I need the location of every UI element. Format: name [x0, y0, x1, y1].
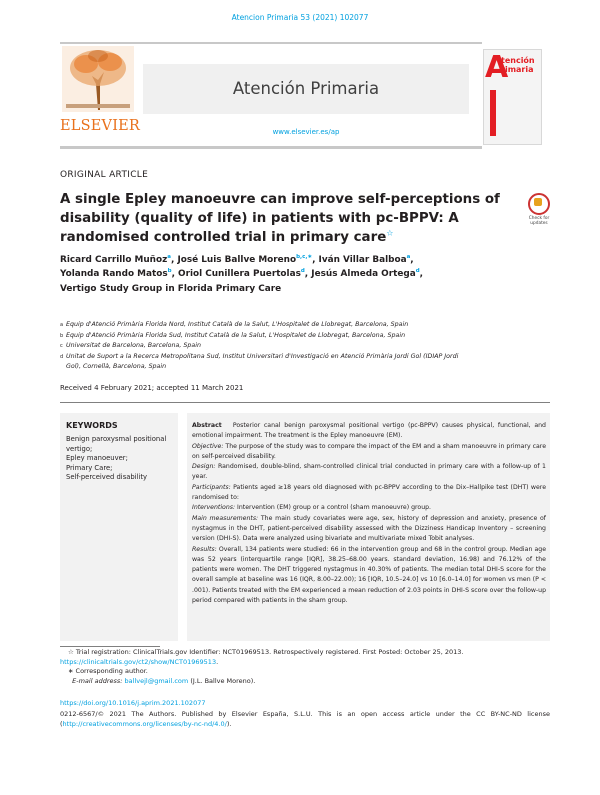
corr-marker: ∗ [68, 667, 74, 676]
abstract-interventions [192, 503, 546, 513]
affiliation-text-cont: Gol), Cornellà, Barcelona, Spain [66, 363, 167, 371]
abstract-label: Abstract [192, 422, 222, 429]
cover-title-line1: tención [501, 56, 535, 65]
author-affiliation[interactable]: a [406, 254, 411, 261]
license-link[interactable]: http://creativecommons.org/licenses/by-nc-nd/4.0/ [62, 719, 227, 728]
keyword-item: Self-perceived disability [66, 473, 148, 481]
author-line-2: Yolanda Rando Matos$^b$, Oriol Cunillera Puertolas$^d$, Jesús Almeda Ortega$^d$, [60, 268, 424, 280]
affiliation-text: Equip d'Atenció Primària Florida Sud, Institut Català de la Salut, L'Hospitalet de Llobregat, Barcelona, Spain [66, 331, 406, 339]
affiliation-text: Universitat de Barcelona, Barcelona, Spain [66, 342, 201, 350]
affiliation-text: Equip d'Atenció Primària Florida Nord, Institut Català de la Salut, L'Hospitalet de Llobregat, Barcelona, Spain [66, 321, 409, 328]
affiliation-item [60, 320, 550, 331]
objective-text: The purpose of the study was to compare the impact of the EM and a sham manoeuvre in primary care on self-perceived disability. [192, 442, 546, 460]
affiliation-item [60, 341, 550, 352]
email-footnote [60, 677, 550, 687]
keyword-item: Epley manoeuver; [66, 454, 128, 462]
abstract-design [192, 462, 546, 483]
author-affiliation[interactable]: b,c,∗ [296, 254, 313, 261]
author-list [60, 253, 530, 296]
cover-red-bar [490, 90, 496, 136]
section-label: ORIGINAL ARTICLE [60, 170, 149, 180]
keyword-item: Primary Care; [66, 463, 113, 472]
measurements-text: The main study covariates were age, sex, history of depression and anxiety, presence of nystagmus in the DHT, patient-perceived disability assessed with the Dizziness Handicap Inventory – screening version (DHI-S). Data were analyzed using bivariate and multivariate mixed Tobit analyses. [192, 514, 546, 543]
affiliation-letter: d [60, 353, 64, 360]
cover-letter: A [485, 50, 509, 85]
author-name: Yolanda Rando Matos [60, 269, 168, 280]
author-name: José Luis Ballve Moreno [177, 255, 297, 265]
article-title [60, 190, 510, 247]
cover-title-line2: rimaria [501, 65, 534, 74]
check-updates-label: Check for updates [528, 216, 550, 226]
abstract-body [192, 421, 546, 606]
trial-footnote [60, 648, 550, 658]
doi-link[interactable]: https://doi.org/10.1016/j.aprim.2021.102077 [60, 699, 206, 707]
abstract-results [192, 545, 546, 607]
author-name: Oriol Cunillera Puertolas [178, 269, 301, 280]
footnote-rule [60, 646, 160, 647]
affiliation-item [60, 352, 550, 363]
author-line-1: Ricard Carrillo Muñoz$^a$, José Luis Ballve Moreno$^{b,c,∗}$, Iván Villar Balboa$^a$, [60, 254, 414, 265]
elsevier-wordmark: ELSEVIER [60, 118, 141, 134]
email-link[interactable]: ballvejl@gmail.com [124, 676, 189, 685]
interventions-text: Intervention (EM) group or a control (sham manoeuvre) group. [237, 504, 432, 512]
affiliation-letter: b [60, 332, 64, 339]
check-updates-icon [528, 193, 550, 215]
abstract-intro-text: Posterior canal benign paroxysmal positional vertigo (pc-BPPV) causes physical, functional, and emotional impairment. The treatment is the Epley manoeuvre (EM). [192, 422, 546, 440]
license-end: ). [226, 719, 232, 728]
author-name: Ricard Carrillo Muñoz [60, 255, 168, 265]
journal-cover-thumbnail [483, 49, 542, 145]
trial-link[interactable]: https://clinicaltrials.gov/ct2/show/NCT01969513 [60, 657, 217, 666]
email-owner: (J.L. Ballve Moreno). [190, 676, 256, 685]
abstract-panel [187, 413, 550, 641]
keyword-item: Benign paroxysmal positional vertigo; [66, 435, 167, 453]
divider [60, 402, 550, 403]
abstract-intro [192, 421, 546, 442]
trial-link-line: https://clinicaltrials.gov/ct2/show/NCT01969513. [60, 657, 219, 666]
author-group: Vertigo Study Group in Florida Primary Care [60, 283, 282, 294]
author-affiliation[interactable]: d [415, 268, 420, 275]
abstract-objective [192, 442, 546, 463]
header-top-rule [60, 42, 482, 44]
email-label: E-mail address: [72, 676, 123, 685]
design-text: Randomised, double-blind, sham-controlled clinical trial conducted in primary care with a follow-up of 1 year. [192, 463, 546, 481]
elsevier-tree-icon [62, 46, 134, 112]
author-affiliation[interactable]: d [300, 268, 305, 275]
author-name: Jesús Almeda Ortega [311, 269, 416, 280]
affiliation-letter: c [60, 343, 63, 350]
trial-text: Trial registration: ClinicalTrials.gov Identifier: NCT01969513. Retrospectively registered. First Posted: October 25, 2013. [75, 648, 464, 656]
journal-title-box [143, 64, 469, 114]
interventions-label: Interventions: [192, 504, 236, 512]
results-label: Results: [192, 545, 217, 553]
license-body: 0212-6567/© 2021 The Authors. Published by Elsevier España, S.L.U. This is an open access article under the CC BY-NC-ND license ( [60, 710, 550, 728]
trial-marker: ☆ [68, 648, 74, 656]
keywords-heading: KEYWORDS [66, 421, 118, 430]
article-title-text: A single Epley manoeuvre can improve self-perceptions of disability (quality of life) in patients with pc-BPPV: A randomised controlled trial in primary care [60, 192, 500, 245]
abstract-measurements [192, 514, 546, 545]
affiliation-letter: a [60, 322, 64, 328]
footnotes [60, 648, 550, 686]
corresponding-footnote [60, 667, 550, 677]
affiliation-text: Unitat de Suport a la Recerca Metropolitana Sud, Institut Universitari d'Investigació en Atenció Primària Jordi Gol (IDIAP Jordi [66, 352, 459, 360]
article-dates: Received 4 February 2021; accepted 11 March 2021 [60, 384, 244, 392]
cover-title [501, 56, 535, 74]
license-text [60, 710, 550, 729]
participants-label: Participants: [192, 483, 231, 491]
header-bottom-rule [60, 146, 482, 149]
participants-text: Patients aged ≥18 years old diagnosed with pc-BPPV according to the Dix–Hallpike test (DHT) were randomised to: [192, 483, 546, 502]
journal-url-link[interactable]: www.elsevier.es/ap [272, 128, 340, 136]
check-for-updates-badge[interactable] [528, 193, 550, 225]
author-affiliation[interactable]: a [167, 254, 171, 261]
measurements-label: Main measurements: [192, 514, 259, 522]
abstract-participants [192, 483, 546, 504]
affiliation-item [60, 331, 550, 342]
author-affiliation[interactable]: b [167, 268, 172, 275]
results-text: Overall, 134 patients were studied: 66 in the intervention group and 68 in the control group. Median age was 52 years (interquartile range [IQR], 38.25–68.00 years. standard deviation, 16.98) and 76.12% of the patients were women. The DHT triggered nystagmus in 40.30% of patients. The median total DHI-S score for the overall sample at baseline was 16 (IQR, 8.00–22.00); 16 [IQR, 10.5–24.0] vs 10 [6.0–14.0] for women vs men (P < .001). Patients treated with the EM experienced a mean reduction of 2.03 points in DHI-S score over the follow-up period compared with patients in the sham group. [192, 545, 547, 605]
design-label: Design: [192, 463, 216, 471]
title-footnote-marker[interactable]: ☆ [386, 228, 394, 238]
elsevier-logo [60, 46, 141, 138]
corr-text: Corresponding author. [75, 667, 148, 676]
objective-label: Objective: [192, 442, 224, 450]
keywords-panel [60, 413, 178, 641]
keywords-list [66, 435, 172, 483]
affiliation-list [60, 320, 550, 373]
journal-citation[interactable]: Atencion Primaria 53 (2021) 102077 [231, 13, 369, 22]
author-name: Iván Villar Balboa [318, 255, 407, 265]
journal-name: Atención Primaria [232, 79, 380, 98]
